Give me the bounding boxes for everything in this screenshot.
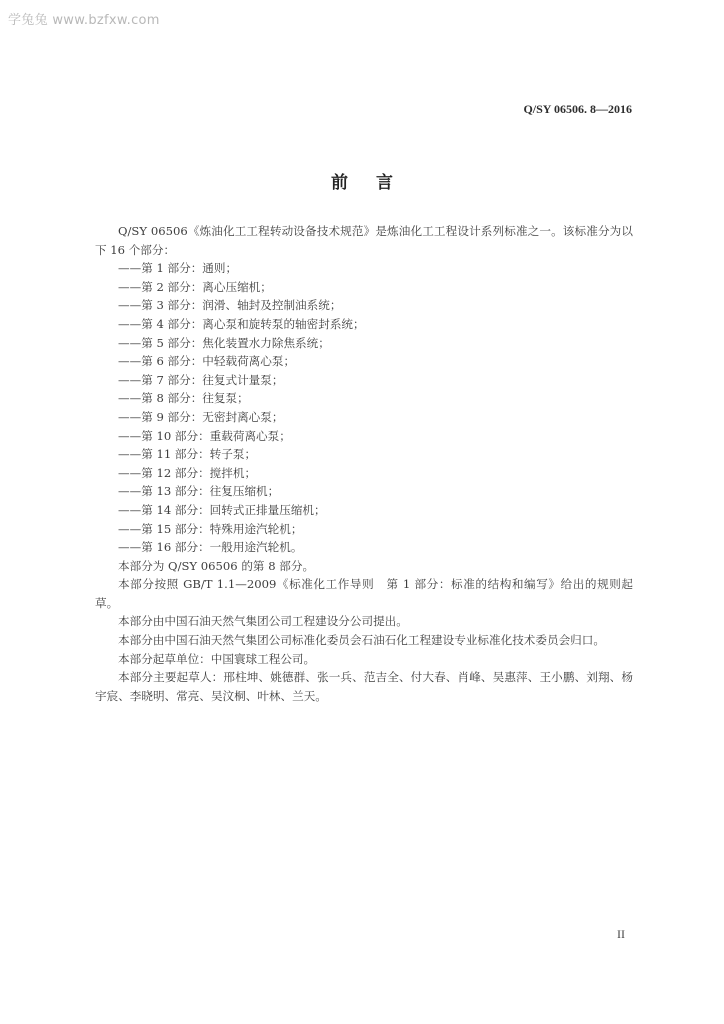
- administrator-paragraph: 本部分由中国石油天然气集团公司标准化委员会石油石化工程建设专业标准化技术委员会归口。: [118, 633, 605, 648]
- list-item: ——第 8 部分：往复泵；: [118, 391, 249, 406]
- watermark-text: 学兔兔 www.bzfxw.com: [8, 13, 160, 28]
- list-item: ——第 9 部分：无密封离心泵；: [118, 409, 284, 424]
- list-item: ——第 11 部分：转子泵；: [118, 447, 257, 462]
- list-item: ——第 16 部分：一般用途汽轮机。: [118, 540, 303, 555]
- page-number: II: [617, 927, 625, 941]
- drafting-rules-paragraph: 本部分按照 GB/T 1.1—2009《标准化工作导则 第 1 部分：标准的结构和编写》给出的规则起草。: [95, 577, 633, 610]
- page-title: 前言: [331, 173, 421, 193]
- list-item: ——第 13 部分：往复压缩机；: [118, 484, 280, 499]
- list-item: ——第 4 部分：离心泵和旋转泵的轴密封系统；: [118, 316, 365, 331]
- list-item: ——第 14 部分：回转式正排量压缩机；: [118, 502, 326, 517]
- list-item: ——第 2 部分：离心压缩机；: [118, 279, 272, 294]
- list-item: ——第 1 部分：通则；: [118, 261, 238, 276]
- list-item: ——第 12 部分：搅拌机；: [118, 465, 257, 480]
- list-item: ——第 15 部分：特殊用途汽轮机；: [118, 521, 303, 536]
- drafting-unit-paragraph: 本部分起草单位：中国寰球工程公司。: [118, 651, 316, 666]
- document-body: [95, 222, 633, 705]
- list-item: ——第 7 部分：往复式计量泵；: [118, 372, 284, 387]
- list-item: ——第 6 部分：中轻载荷离心泵；: [118, 354, 296, 369]
- list-item: ——第 5 部分：焦化装置水力除焦系统；: [118, 335, 330, 350]
- proposer-paragraph: 本部分由中国石油天然气集团公司工程建设分公司提出。: [118, 614, 408, 629]
- part-statement: 本部分为 Q/SY 06506 的第 8 部分。: [118, 558, 315, 573]
- list-item: ——第 10 部分：重载荷离心泵；: [118, 428, 291, 443]
- drafters-paragraph: 本部分主要起草人：邢柱坤、姚德群、张一兵、范吉全、付大春、肖峰、吴惠萍、王小鹏、刘翔、杨宇宸、李晓明、常亮、吴汶桐、叶林、兰天。: [95, 670, 633, 703]
- parts-list: [95, 259, 633, 557]
- intro-paragraph: Q/SY 06506《炼油化工工程转动设备技术规范》是炼油化工工程设计系列标准之一。该标准分为以下 16 个部分：: [95, 224, 633, 257]
- standard-number: Q/SY 06506. 8—2016: [523, 102, 632, 116]
- list-item: ——第 3 部分：润滑、轴封及控制油系统；: [118, 298, 342, 313]
